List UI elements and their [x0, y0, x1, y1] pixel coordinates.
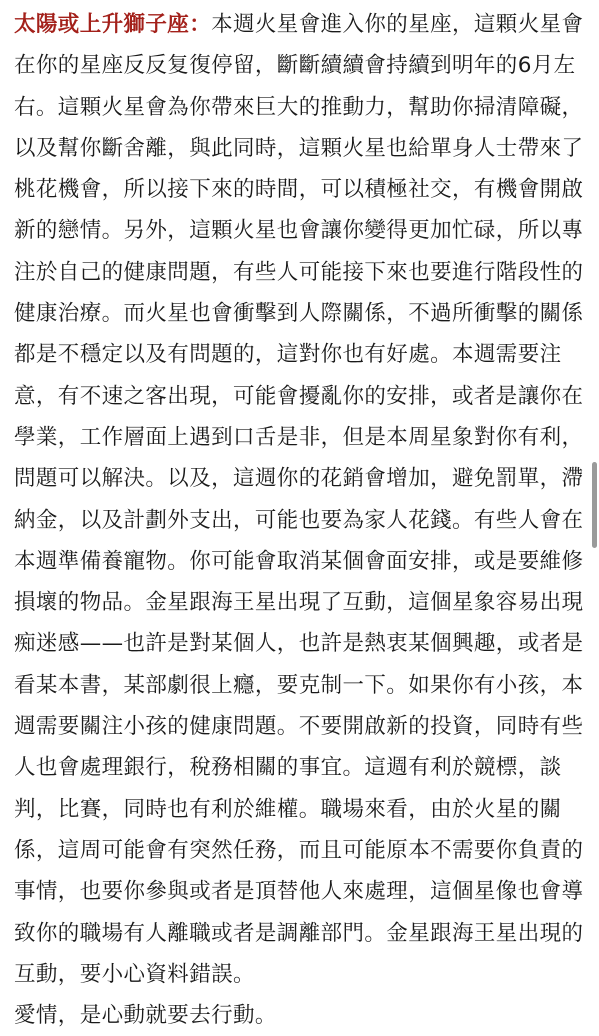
article-line [14, 4, 592, 45]
article-line: 在你的星座反反复復停留，斷斷續續會持續到明年的6月左 [14, 53, 576, 79]
horoscope-article [14, 4, 592, 1036]
scrollbar-thumb[interactable] [592, 462, 597, 548]
article-line: 健康治療。而火星也會衝擊到人際關係，不過所衝擊的關係 [14, 301, 584, 327]
article-line: 看某本書，某部劇很上癮，要克制一下。如果你有小孩，本 [14, 672, 584, 698]
article-line: 本週準備養寵物。你可能會取消某個會面安排，或是要維修 [14, 548, 584, 574]
article-line: 痴迷感——也許是對某個人，也許是熱衷某個興趣，或者是 [14, 631, 584, 657]
article-line: 判，比賽，同時也有利於維權。職場來看，由於火星的關 [14, 796, 562, 822]
article-line: 意，有不速之客出現，可能會擾亂你的安排，或者是讓你在 [14, 383, 584, 409]
article-line: 注於自己的健康問題，有些人可能接下來也要進行階段性的 [14, 259, 584, 285]
article-line: 以及幫你斷舍離，與此同時，這顆火星也給單身人士帶來了 [14, 135, 584, 161]
first-line-text: 本週火星會進入你的星座，這顆火星會 [211, 12, 584, 37]
article-line: 新的戀情。另外，這顆火星也會讓你變得更加忙碌，所以專 [14, 218, 584, 244]
article-line: 致你的職場有人離職或者是調離部門。金星跟海王星出現的 [14, 920, 584, 946]
article-line: 係，這周可能會有突然任務，而且可能原本不需要你負責的 [14, 837, 584, 863]
article-line: 愛情，是心動就要去行動。 [14, 1003, 277, 1029]
article-line: 週需要關注小孩的健康問題。不要開啟新的投資，同時有些 [14, 714, 584, 740]
article-line: 右。這顆火星會為你帶來巨大的推動力，幫助你掃清障礙， [14, 94, 584, 120]
article-line: 人也會處理銀行，稅務相關的事宜。這週有利於競標，談 [14, 755, 562, 781]
article-line: 學業，工作層面上遇到口舌是非，但是本周星象對你有利， [14, 424, 584, 450]
article-line: 損壞的物品。金星跟海王星出現了互動，這個星象容易出現 [14, 590, 584, 616]
article-line: 桃花機會，所以接下來的時間，可以積極社交，有機會開啟 [14, 177, 584, 203]
article-line: 納金，以及計劃外支出，可能也要為家人花錢。有些人會在 [14, 507, 584, 533]
article-line: 互動，要小心資料錯誤。 [14, 961, 255, 987]
article-line: 都是不穩定以及有問題的，這對你也有好處。本週需要注 [14, 342, 562, 368]
article-line: 問題可以解決。以及，這週你的花銷會增加，避免罰單，滯 [14, 466, 584, 492]
article-line: 事情，也要你參與或者是頂替他人來處理，這個星像也會導 [14, 879, 584, 905]
sign-heading: 太陽或上升獅子座： [14, 12, 212, 37]
